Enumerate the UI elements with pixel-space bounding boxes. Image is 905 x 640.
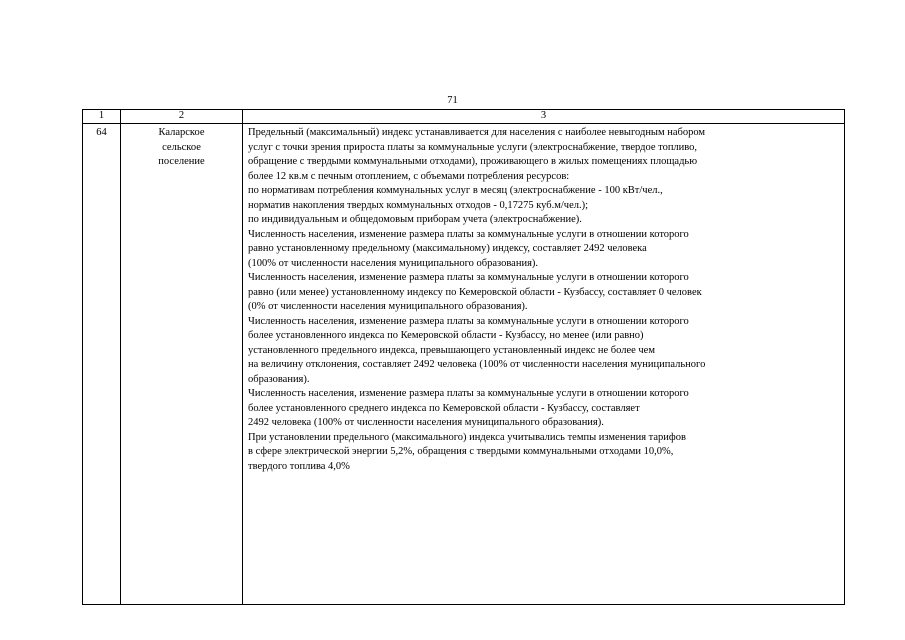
municipality-name-cell bbox=[121, 124, 243, 605]
description-line: норматив накопления твердых коммунальных отходов - 0,17275 куб.м/чел.); bbox=[248, 199, 589, 211]
description-line: установленного предельного индекса, превышающего установленный индекс не более чем bbox=[248, 344, 655, 356]
description-line: Численность населения, изменение размера платы за коммунальные услуги в отношении которого bbox=[248, 228, 689, 240]
description-line: в сфере электрической энергии 5,2%, обращения с твердыми коммунальными отходами 10,0%, bbox=[248, 446, 674, 457]
table-header-row bbox=[83, 110, 845, 124]
description-line: на величину отклонения, составляет 2492 человека (100% от численности населения муниципального bbox=[248, 359, 706, 370]
description-line: Численность населения, изменение размера платы за коммунальные услуги в отношении которого bbox=[248, 272, 689, 283]
description-line: При установлении предельного (максимального) индекса учитывались темпы изменения тарифов bbox=[248, 431, 686, 443]
description-line: более установленного среднего индекса по Кемеровской области - Кузбассу, составляет bbox=[248, 402, 640, 414]
description-line: равно установленному предельному (максимальному) индексу, составляет 2492 человека bbox=[248, 243, 647, 254]
row-number-cell: 64 bbox=[83, 124, 121, 605]
description-line: более 12 кв.м с печным отоплением, с объемами потребления ресурсов: bbox=[248, 170, 570, 182]
description-line: обращение с твердыми коммунальными отходами), проживающего в жилых помещениях площадью bbox=[248, 156, 698, 167]
header-cell-3: 3 bbox=[243, 110, 845, 124]
description-line: по индивидуальным и общедомовым приборам учета (электроснабжение). bbox=[248, 214, 582, 225]
description-line: 2492 человека (100% от численности населения муниципального образования). bbox=[248, 417, 604, 428]
description-line: равно (или менее) установленному индексу по Кемеровской области - Кузбассу, составляет 0 человек bbox=[248, 286, 702, 298]
description-line: услуг с точки зрения прироста платы за коммунальные услуги (электроснабжение, твердое топливо, bbox=[248, 141, 698, 153]
table-row bbox=[83, 124, 845, 605]
description-line: образования). bbox=[248, 373, 310, 385]
municipality-name-line: Каларское bbox=[158, 127, 205, 138]
page-number: 71 bbox=[447, 95, 458, 106]
document-table bbox=[82, 109, 845, 605]
header-cell-1: 1 bbox=[83, 110, 121, 124]
description-line: Численность населения, изменение размера платы за коммунальные услуги в отношении которого bbox=[248, 388, 689, 399]
description-line: более установленного индекса по Кемеровской области - Кузбассу, но менее (или равно) bbox=[248, 330, 644, 341]
description-line: (100% от численности населения муниципального образования). bbox=[248, 257, 539, 269]
description-line: по нормативам потребления коммунальных услуг в месяц (электроснабжение - 100 кВт/чел., bbox=[248, 185, 663, 196]
description-line: (0% от численности населения муниципального образования). bbox=[248, 301, 528, 312]
description-line: твердого топлива 4,0% bbox=[248, 460, 350, 472]
municipality-name-line: сельское bbox=[162, 141, 201, 153]
description-cell bbox=[243, 124, 845, 605]
header-cell-2: 2 bbox=[121, 110, 243, 124]
description-line: Предельный (максимальный) индекс устанавливается для населения с наиболее невыгодным набором bbox=[248, 127, 706, 138]
municipality-name-line: поселение bbox=[158, 156, 205, 167]
description-line: Численность населения, изменение размера платы за коммунальные услуги в отношении которого bbox=[248, 315, 689, 327]
